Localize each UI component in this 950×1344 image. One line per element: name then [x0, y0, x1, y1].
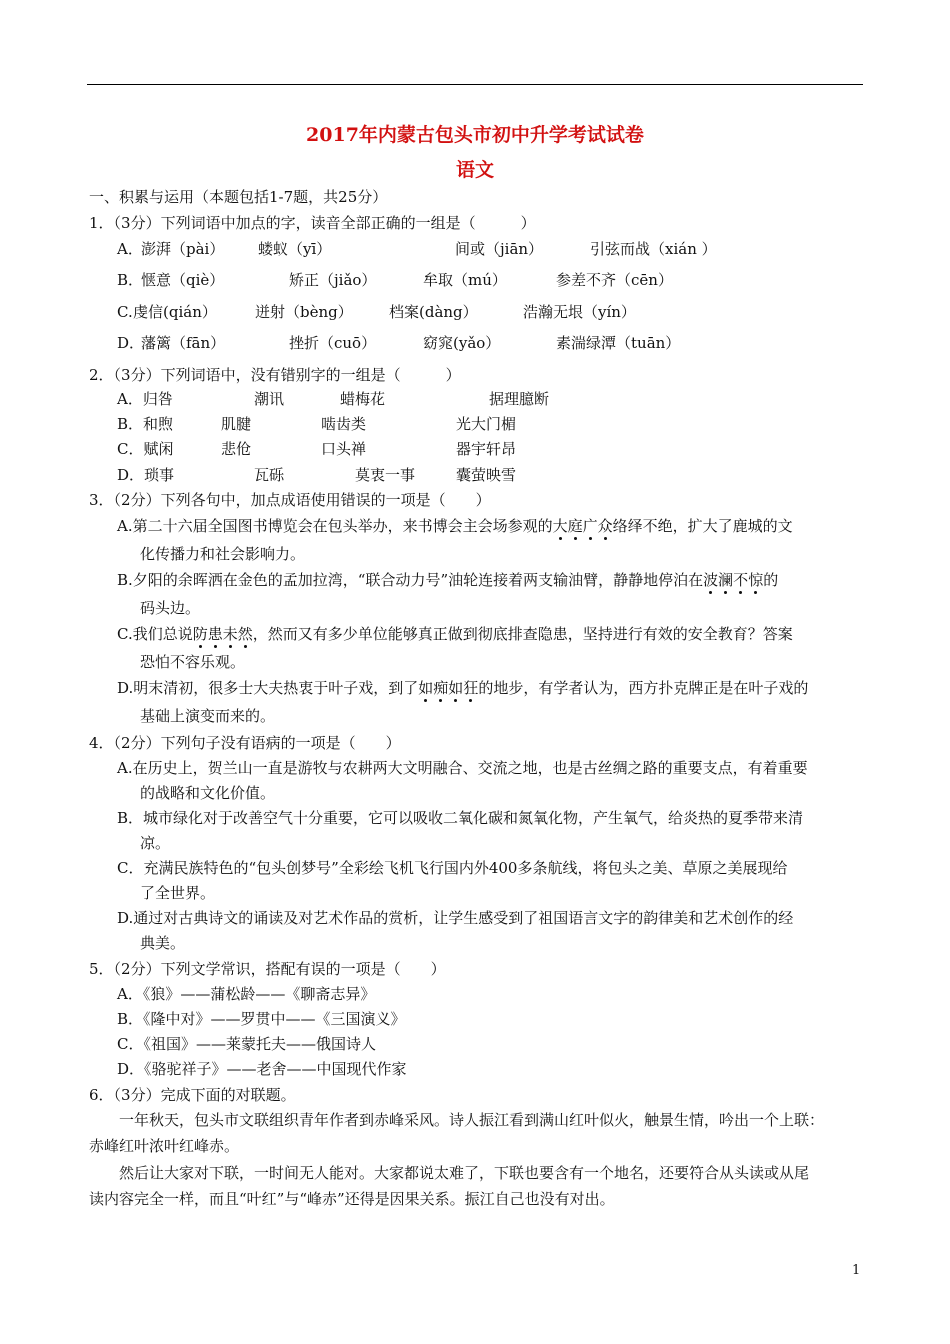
emphasis-char: 惊 — [748, 571, 764, 589]
q3-stem: 3．（2分）下列各句中，加点成语使用错误的一项是（ ） — [89, 491, 491, 509]
q5-option-a: A．《狼》——蒲松龄——《聊斋志异》 — [117, 985, 376, 1003]
emphasis-char: 如 — [418, 679, 434, 697]
q4-option-a-cont: 的战略和文化价值。 — [140, 784, 276, 802]
q3-option-b: B.夕阳的余晖洒在金色的孟加拉湾，“联合动力号”油轮连接着两支输油臂，静静地停泊在波澜不惊的 — [117, 571, 779, 589]
exam-title: 2017年内蒙古包头市初中升学考试试卷 — [306, 124, 644, 146]
page-number: 1 — [852, 1263, 861, 1278]
q4-option-b-cont: 凉。 — [140, 834, 171, 852]
emphasis-char: 然 — [237, 625, 253, 643]
q4-option-a: A.在历史上，贺兰山一直是游牧与农耕两大文明融合、交流之地，也是古丝绸之路的重要支点，有着重要 — [117, 759, 808, 777]
emphasis-char: 未 — [222, 625, 238, 643]
q4-option-d-cont: 典美。 — [140, 934, 186, 952]
q3-option-c-cont: 恐怕不容乐观。 — [140, 653, 246, 671]
emphasis-char: 广 — [582, 517, 598, 535]
q3-option-c: C.我们总说防患未然，然而又有多少单位能够真正做到彻底排查隐患，坚持进行有效的安全教育？答案 — [117, 625, 793, 643]
q4-option-d: D.通过对古典诗文的诵读及对艺术作品的赏析，让学生感受到了祖国语言文字的韵律美和艺术创作的经 — [117, 909, 794, 927]
q3-option-d-cont: 基础上演变而来的。 — [140, 707, 276, 725]
emphasis-char: 患 — [207, 625, 223, 643]
q6-stem: 6．（3分）完成下面的对联题。 — [89, 1086, 296, 1104]
emphasis-char: 狂 — [463, 679, 479, 697]
q4-stem: 4．（2分）下列句子没有语病的一项是（ ） — [89, 734, 401, 752]
q6-paragraph-2: 然后让大家对下联，一时间无人能对。大家都说太难了，下联也要含有一个地名，还要符合从头读或从尾 — [119, 1164, 810, 1182]
q2-stem: 2．（3分）下列词语中，没有错别字的一组是（ ） — [89, 366, 461, 384]
q3-option-d: D.明末清初，很多士大夫热衷于叶子戏，到了如痴如狂的地步，有学者认为，西方扑克牌正是在叶子戏的 — [117, 679, 809, 697]
q1-stem: 1．（3分）下列词语中加点的字，读音全部正确的一组是（ ） — [89, 214, 536, 232]
q3-option-b-cont: 码头边。 — [140, 599, 201, 617]
emphasis-char: 不 — [733, 571, 749, 589]
q4-option-c: C．充满民族特色的“包头创梦号”全彩绘飞机飞行国内外400多条航线，将包头之美、草原之美展现给 — [117, 859, 788, 877]
q5-option-c: C．《祖国》——莱蒙托夫——俄国诗人 — [117, 1035, 376, 1053]
section-heading: 一、积累与运用（本题包括1-7题，共25分） — [89, 188, 388, 206]
q4-option-c-cont: 了全世界。 — [140, 884, 216, 902]
q3-option-a-cont: 化传播力和社会影响力。 — [140, 545, 306, 563]
q4-option-b: B．城市绿化对于改善空气十分重要，它可以吸收二氧化碳和氮氧化物，产生氧气，给炎热的夏季带来清 — [117, 809, 804, 827]
emphasis-char: 众 — [597, 517, 613, 535]
emphasis-char: 大 — [552, 517, 568, 535]
exam-subtitle: 语文 — [455, 159, 494, 181]
q3-option-a: A.第二十六届全国图书博览会在包头举办，来书博会主会场参观的大庭广众络绎不绝，扩大了鹿城的文 — [117, 517, 793, 535]
q6-paragraph-1: 一年秋天，包头市文联组织青年作者到赤峰采风。诗人振江看到满山红叶似火，触景生情，吟出一个上联： — [119, 1111, 825, 1129]
q5-stem: 5．（2分）下列文学常识，搭配有误的一项是（ ） — [89, 960, 446, 978]
header-rule — [87, 84, 863, 85]
emphasis-char: 波 — [703, 571, 719, 589]
q5-option-d: D．《骆驼祥子》——老舍——中国现代作家 — [117, 1060, 407, 1078]
emphasis-char: 澜 — [718, 571, 734, 589]
q6-paragraph-2-cont: 读内容完全一样，而且“叶红”与“峰赤”还得是因果关系。振江自己也没有对出。 — [89, 1190, 615, 1208]
q5-option-b: B．《隆中对》——罗贯中——《三国演义》 — [117, 1010, 406, 1028]
emphasis-char: 如 — [448, 679, 464, 697]
q6-paragraph-1-cont: 赤峰红叶浓叶红峰赤。 — [89, 1137, 240, 1155]
emphasis-char: 庭 — [567, 517, 583, 535]
emphasis-char: 防 — [192, 625, 208, 643]
emphasis-char: 痴 — [433, 679, 449, 697]
